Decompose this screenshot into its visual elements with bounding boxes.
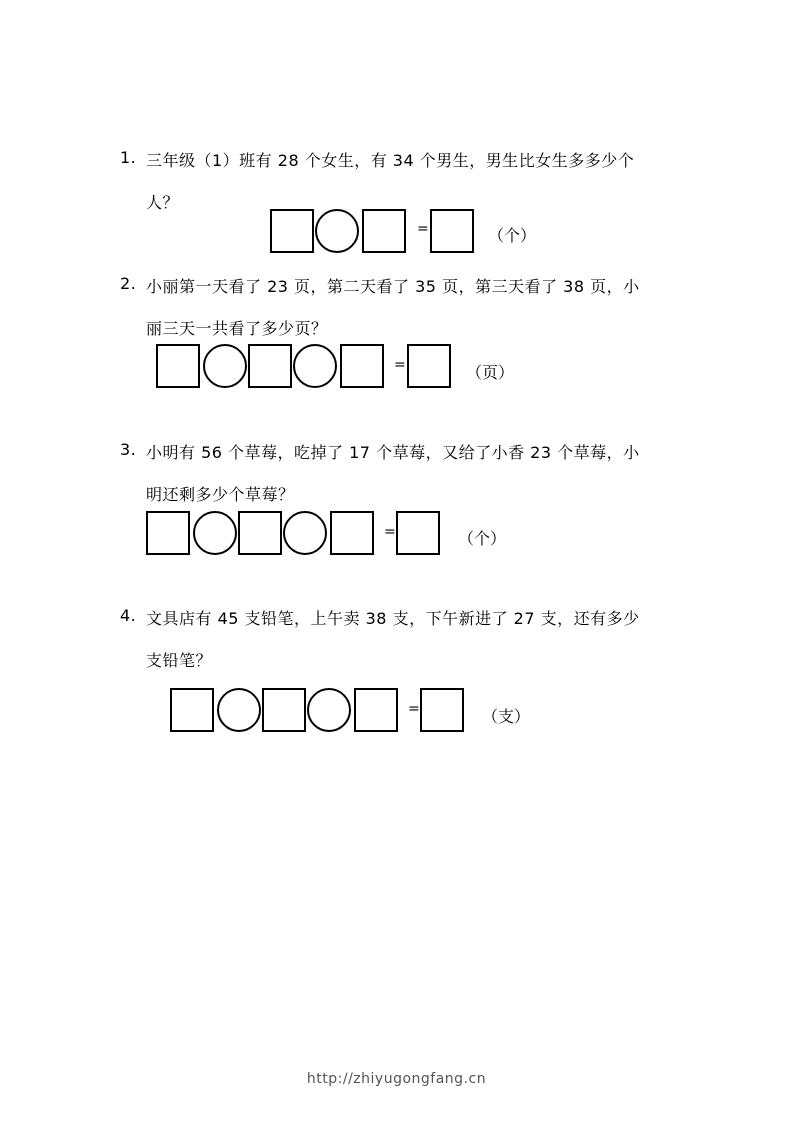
unit-label: （页） xyxy=(466,363,515,382)
footer-url: http://zhiyugongfang.cn xyxy=(306,1071,487,1087)
problem-text-line-2: 丽三天一共看了多少页？ xyxy=(146,319,328,338)
unit-label: （个） xyxy=(488,226,537,245)
equals-sign: = xyxy=(394,357,406,373)
answer-box[interactable] xyxy=(270,209,314,253)
problem-text-line-1: 文具店有 45 支铅笔，上午卖 38 支，下午新进了 27 支，还有多少 xyxy=(146,609,640,628)
operator-circle[interactable] xyxy=(293,344,337,388)
equals-sign: = xyxy=(408,701,420,717)
operator-circle[interactable] xyxy=(193,511,237,555)
problem-text-line-2: 明还剩多少个草莓？ xyxy=(146,485,295,504)
operator-circle[interactable] xyxy=(283,511,327,555)
operator-circle[interactable] xyxy=(217,688,261,732)
result-box[interactable] xyxy=(407,344,451,388)
equals-sign: = xyxy=(384,524,396,540)
equation-row xyxy=(0,209,793,255)
answer-box[interactable] xyxy=(238,511,282,555)
equals-sign: = xyxy=(417,221,429,237)
unit-label: （支） xyxy=(482,707,531,726)
answer-box[interactable] xyxy=(262,688,306,732)
problem-text-line-1: 三年级（1）班有 28 个女生，有 34 个男生，男生比女生多多少个 xyxy=(146,151,635,170)
problem-number: 4. xyxy=(120,606,137,625)
answer-box[interactable] xyxy=(362,209,406,253)
operator-circle[interactable] xyxy=(307,688,351,732)
result-box[interactable] xyxy=(430,209,474,253)
answer-box[interactable] xyxy=(354,688,398,732)
equation-row xyxy=(0,344,793,390)
answer-box[interactable] xyxy=(170,688,214,732)
unit-label: （个） xyxy=(458,529,507,548)
operator-circle[interactable] xyxy=(315,209,359,253)
problem-text-line-2: 人？ xyxy=(146,193,180,212)
equation-row xyxy=(0,511,793,557)
answer-box[interactable] xyxy=(340,344,384,388)
operator-circle[interactable] xyxy=(203,344,247,388)
result-box[interactable] xyxy=(396,511,440,555)
problem-number: 3. xyxy=(120,440,137,459)
answer-box[interactable] xyxy=(156,344,200,388)
answer-box[interactable] xyxy=(330,511,374,555)
problem-text-line-1: 小丽第一天看了 23 页，第二天看了 35 页，第三天看了 38 页，小 xyxy=(146,277,640,296)
equation-row xyxy=(0,688,793,734)
result-box[interactable] xyxy=(420,688,464,732)
problem-number: 1. xyxy=(120,148,137,167)
problem-text-line-1: 小明有 56 个草莓，吃掉了 17 个草莓，又给了小香 23 个草莓，小 xyxy=(146,443,640,462)
answer-box[interactable] xyxy=(146,511,190,555)
problem-text-line-2: 支铅笔？ xyxy=(146,651,213,670)
answer-box[interactable] xyxy=(248,344,292,388)
problem-number: 2. xyxy=(120,274,137,293)
